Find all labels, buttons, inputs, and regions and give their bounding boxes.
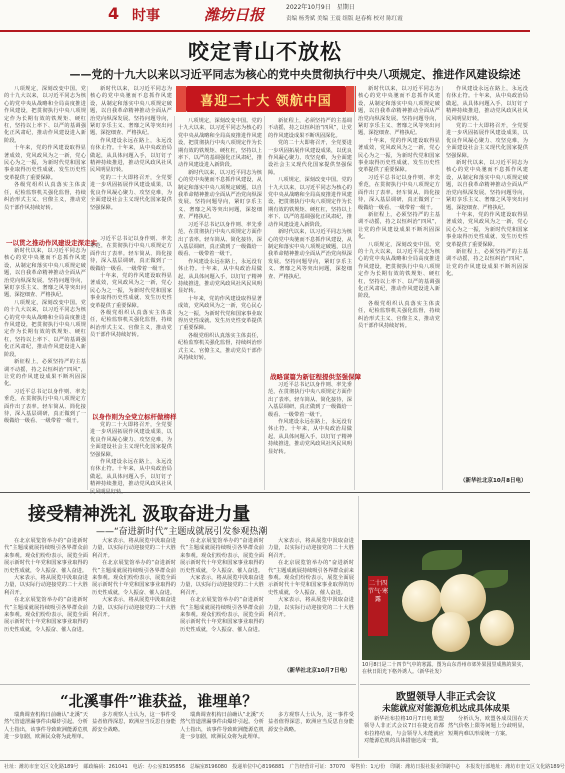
editor-credits: 责编 杨秀斌 美编 王震 组版 赵春梅 校对 陈红霞 <box>286 16 403 22</box>
paragraph: 多方观察人士认为，这一事件受益者值得深思，欧洲应当反思自身能源安全战略。 <box>268 712 354 733</box>
paragraph: 作风建设永远在路上，永远没有休止符。十年来，从中央政治局做起，从具体问题入手，以钉钉子精神持续推进，推动党风政风社风民风明显好转。 <box>268 419 352 455</box>
story2-column-1 <box>4 538 88 678</box>
paragraph: 党的二十大即将召开，全党要进一步巩固拓展作风建设成果，以优良作风凝心聚力、攻坚克难，为全面建设社会主义现代化国家提供坚强保障。 <box>268 140 352 176</box>
paragraph: 多方观察人士认为，这一事件受益者值得深思，欧洲应当反思自身能源安全战略。 <box>92 712 176 733</box>
photo-caption: 10月8日是二十四节气中的寒露。图为山东青州市郊外果园里成熟的果实，在秋日阳光下格外诱人。（新华社发） <box>362 662 527 675</box>
paragraph: 新时代以来，以习近平同志为核心的党中央驰而不息抓作风建设，从制定和落实中央八项规定破题，以自我革命精神推动全面从严治党向纵深发展。坚持问题导向，紧盯享乐主义、奢靡之风等突出问题，深挖细查、严格执纪。 <box>178 169 262 221</box>
top-story-column-3 <box>178 118 262 488</box>
top-story-column-2b <box>90 236 172 410</box>
paragraph: 大家表示，将从展览中汲取奋进力量，以实际行动迎接党的二十大胜利召开。 <box>268 597 354 619</box>
fruit-shape <box>480 610 514 646</box>
paragraph: 各级党组织认真落实主体责任，纪检监察机关强化监督，持续纠治形式主义、官僚主义，推动党员干部作风持续好转。 <box>358 300 440 329</box>
story3-column-3 <box>180 712 264 758</box>
paragraph: 各级党组织认真落实主体责任，纪检监察机关强化监督，持续纠治形式主义、官僚主义，推动党员干部作风持续好转。 <box>4 182 86 211</box>
paragraph: 新时代以来，以习近平同志为核心的党中央驰而不息抓作风建设，从制定和落实中央八项规定破题，以自我革命精神推动全面从严治党向纵深发展。坚持问题导向，紧盯享乐主义、奢靡之风等突出问题，深挖细查、严格执纪。 <box>268 229 352 280</box>
paragraph: 作风建设永远在路上，永远没有休止符。十年来，从中央政治局做起，从具体问题入手，以钉钉子精神持续推进，推动党风政风社风民风明显好转。 <box>90 137 172 174</box>
story3-column-1 <box>4 712 88 758</box>
fruit-shape <box>402 580 442 622</box>
paragraph: 八项规定，深刻改变中国。党的十九大以来，以习近平同志为核心的党中央从战略和全局高度推进作风建设，把贯彻执行中央八项规定作为长期有效的铁规矩、硬杠杠，坚持以上率下、以严的基调强化正风肃纪，推动作风建设进入新阶段。 <box>178 118 262 169</box>
section-rule <box>360 684 530 685</box>
paragraph: 各级党组织认真落实主体责任，纪检监察机关强化监督，持续纠治形式主义、官僚主义，推动党员干部作风持续好转。 <box>178 332 262 361</box>
paragraph: 瑞典调查机构日前确认“北溪”天然气管道泄漏事件由爆炸引起。分析人士指出，该事件导致欧洲能源危机进一步加剧，欧洲民众将为此埋单。 <box>180 712 264 741</box>
paragraph: 八项规定，深刻改变中国。党的十九大以来，以习近平同志为核心的党中央从战略和全局高度推进作风建设，把贯彻执行中央八项规定作为长期有效的铁规矩、硬杠杠，坚持以上率下、以严的基调强化正风肃纪，推动作风建设进入新阶段。 <box>4 299 86 358</box>
leaf-shape <box>422 550 462 570</box>
story4-column-2 <box>448 716 528 758</box>
top-story-byline: （新华社北京10月8日电） <box>460 478 527 484</box>
top-story-column-5 <box>358 86 440 488</box>
paragraph: 十年来，党的作风建设取得显著成效，党风政风为之一新，党心民心为之一振，为新时代党和国家事业取得历史性成就、发生历史性变革提供了重要保障。 <box>4 145 86 181</box>
section-rule <box>0 684 356 685</box>
story2-column-2 <box>92 538 176 678</box>
story3-column-2 <box>92 712 176 758</box>
paragraph: 党的二十大即将召开，全党要进一步巩固拓展作风建设成果，以优良作风凝心聚力、攻坚克难，为全面建设社会主义现代化国家提供坚强保障。 <box>446 123 528 159</box>
paragraph: 新征程上，必须坚持严的主基调不动摇，持之以恒纠治“四风”，让党的作风建设成果不断巩固深化。 <box>268 118 352 139</box>
section-name: 时事 <box>132 8 160 24</box>
paragraph: 新时代以来，以习近平同志为核心的党中央驰而不息抓作风建设，从制定和落实中央八项规定破题，以自我革命精神推动全面从严治党向纵深发展。坚持问题导向，紧盯享乐主义、奢靡之风等突出问题，深挖细查、严格执纪。 <box>4 248 86 299</box>
story4-headline: 欧盟领导人非正式会议 <box>396 692 496 703</box>
section-heading: 一以贯之推动作风建设走深走实 <box>6 239 97 247</box>
page-number: 4 <box>108 4 120 23</box>
paragraph: 新征程上，必须坚持严的主基调不动摇，持之以恒纠治“四风”，让党的作风建设成果不断巩固深化。 <box>4 359 86 388</box>
paragraph: 八项规定，深刻改变中国。党的十九大以来，以习近平同志为核心的党中央从战略和全局高度推进作风建设，把贯彻执行中央八项规定作为长期有效的铁规矩、硬杠杠，坚持以上率下、以严的基调强化正风肃纪，推动作风建设进入新阶段。 <box>268 177 352 228</box>
masthead <box>0 0 530 32</box>
paragraph: 十年来，党的作风建设取得显著成效，党风政风为之一新，党心民心为之一振，为新时代党和国家事业取得历史性成就、发生历史性变革提供了重要保障。 <box>90 273 172 309</box>
fruit-shape <box>432 612 470 652</box>
solar-term-photo <box>362 540 530 660</box>
top-story-column-2 <box>90 86 172 234</box>
paragraph: 十年来，党的作风建设取得显著成效，党风政风为之一新，党心民心为之一振，为新时代党和国家事业取得历史性成就、发生历史性变革提供了重要保障。 <box>178 295 262 332</box>
top-story-column-4 <box>268 118 352 370</box>
solar-term-stamp: 二十四节气·寒露 <box>368 576 388 636</box>
banner-ribbon-left <box>176 86 186 112</box>
paragraph: 瑞典调查机构日前确认“北溪”天然气管道泄漏事件由爆炸引起。分析人士指出，该事件导致欧洲能源危机进一步加剧，欧洲民众将为此埋单。 <box>4 712 88 741</box>
paragraph: 各级党组织认真落实主体责任，纪检监察机关强化监督，持续纠治形式主义、官僚主义，推动党员干部作风持续好转。 <box>90 310 172 339</box>
paragraph: 十年来，党的作风建设取得显著成效，党风政风为之一新，党心民心为之一振，为新时代党和国家事业取得历史性成就、发生历史性变革提供了重要保障。 <box>446 211 528 248</box>
paragraph: 习近平总书记以身作则、率先垂范，在贯彻执行中央八项规定方面作出了表率。轻车简从、简化接待，深入基层调研，真正做到了一级做给一级看、一级带着一级干。 <box>4 388 86 425</box>
story2-headline: 接受精神洗礼 汲取奋进力量 <box>28 504 251 525</box>
paragraph: 在北京展览馆举办的“奋进新时代”主题成就展持续吸引各界群众前来参观。观众们纷纷表示，展览全面展示新时代十年党和国家事业取得的历史性成就，令人振奋、催人奋进。 <box>4 597 88 633</box>
column-divider <box>87 86 88 490</box>
top-story-column-1b <box>4 248 86 488</box>
paragraph: 新征程上，必须坚持严的主基调不动摇，持之以恒纠治“四风”，让党的作风建设成果不断巩固深化。 <box>358 211 440 241</box>
paragraph: 八项规定，深刻改变中国。党的十九大以来，以习近平同志为核心的党中央从战略和全局高度推进作风建设，把贯彻执行中央八项规定作为长期有效的铁规矩、硬杠杠，坚持以上率下、以严的基调强化正风肃纪，推动作风建设进入新阶段。 <box>358 241 440 300</box>
paragraph: 大家表示，将从展览中汲取奋进力量，以实际行动迎接党的二十大胜利召开。 <box>92 597 176 619</box>
paragraph: 习近平总书记以身作则、率先垂范，在贯彻执行中央八项规定方面作出了表率。轻车简从、简化接待，深入基层调研，真正做到了一级做给一级看、一级带着一级干。 <box>358 174 440 211</box>
story2-byline: （新华社北京10月7日电） <box>284 668 351 674</box>
paragraph: 新时代以来，以习近平同志为核心的党中央驰而不息抓作风建设，从制定和落实中央八项规定破题，以自我革命精神推动全面从严治党向纵深发展。坚持问题导向，紧盯享乐主义、奢靡之风等突出问题，深挖细查、严格执纪。 <box>446 160 528 211</box>
paragraph: 八项规定，深刻改变中国。党的十九大以来，以习近平同志为核心的党中央从战略和全局高度推进作风建设，把贯彻执行中央八项规定作为长期有效的铁规矩、硬杠杠，坚持以上率下、以严的基调强化正风肃纪，推动作风建设进入新阶段。 <box>4 86 86 144</box>
section-heading: 以身作则为全党立标杆做榜样 <box>92 413 177 421</box>
paragraph: 习近平总书记以身作则、率先垂范，在贯彻执行中央八项规定方面作出了表率。轻车简从、简化接待，深入基层调研，真正做到了一级做给一级看、一级带着一级干。 <box>90 236 172 272</box>
paragraph: 大家表示，将从展览中汲取奋进力量，以实际行动迎接党的二十大胜利召开。 <box>180 575 264 596</box>
column-divider <box>358 496 359 758</box>
paragraph: 在北京展览馆举办的“奋进新时代”主题成就展持续吸引各界群众前来参观。观众们纷纷表示，展览全面展示新时代十年党和国家事业取得的历史性成就，令人振奋、催人奋进。 <box>180 538 264 574</box>
paragraph: 大家表示，将从展览中汲取奋进力量，以实际行动迎接党的二十大胜利召开。 <box>92 538 176 559</box>
paragraph: 习近平总书记以身作则、率先垂范，在贯彻执行中央八项规定方面作出了表率。轻车简从、简化接待，深入基层调研，真正做到了一级做给一级看、一级带着一级干。 <box>268 382 352 418</box>
paragraph: 在北京展览馆举办的“奋进新时代”主题成就展持续吸引各界群众前来参观。观众们纷纷表示，展览全面展示新时代十年党和国家事业取得的历史性成就，令人振奋、催人奋进。 <box>92 560 176 596</box>
page-footer: 社址：潍坊市奎文区文化路189号 邮政编码：261041 电话：办公室8195856 总编室8196080 投递单位中心8196881 广告经营许可证：37070 零售价：1元/份 印刷：潍坊日报社报业印刷中心 本报发行部地址：潍坊市奎文区文化路189号 <box>0 760 530 773</box>
paragraph: 新华社布拉格10月7日电 欧盟领导人非正式会议7日在捷克首都布拉格结束，与会领导人未能就应对能源危机的具体措施达成一致。 <box>364 716 444 745</box>
paragraph: 党的二十大即将召开，全党要进一步巩固拓展作风建设成果，以优良作风凝心聚力、攻坚克难，为全面建设社会主义现代化国家提供坚强保障。 <box>90 174 172 211</box>
paragraph: 作风建设永远在路上，永远没有休止符。十年来，从中央政治局做起，从具体问题入手，以钉钉子精神持续推进，推动党风政风社风 <box>90 459 172 488</box>
story4-column-1 <box>364 716 444 758</box>
column-divider <box>264 116 265 490</box>
banner-text: 喜迎二十大 领航中国 <box>200 93 332 109</box>
paragraph: 十年来，党的作风建设取得显著成效，党风政风为之一新，党心民心为之一振，为新时代党和国家事业取得历史性成就、发生历史性变革提供了重要保障。 <box>358 137 440 174</box>
newspaper-logo: 潍坊日报 <box>204 6 265 24</box>
column-divider <box>442 86 443 490</box>
story2-column-4 <box>268 538 354 664</box>
story2-column-3 <box>180 538 264 678</box>
paragraph: 分析认为，欧盟各成员国在天然气价格上限等问题上分歧明显，短期内难以形成统一方案。 <box>448 716 528 737</box>
top-story-column-6 <box>446 86 528 472</box>
top-story-column-1 <box>4 86 86 234</box>
story3-headline: “北溪事件”谁获益，谁埋单？ <box>60 692 258 710</box>
paragraph: 作风建设永远在路上，永远没有休止符。十年来，从中央政治局做起，从具体问题入手，以钉钉子精神持续推进，推动党风政风社风民风明显好转。 <box>446 86 528 122</box>
issue-date: 2022年10月9日 星期日 <box>286 4 355 11</box>
paragraph: 在北京展览馆举办的“奋进新时代”主题成就展持续吸引各界群众前来参观。观众们纷纷表示，展览全面展示新时代十年党和国家事业取得的历史性成就，令人振奋、催人奋进。 <box>268 560 354 596</box>
paragraph: 习近平总书记以身作则、率先垂范，在贯彻执行中央八项规定方面作出了表率。轻车简从、简化接待，深入基层调研，真正做到了一级做给一级看、一级带着一级干。 <box>178 221 262 258</box>
story3-column-4 <box>268 712 354 758</box>
column-divider <box>174 116 175 490</box>
top-story-subtitle: ——党的十九大以来以习近平同志为核心的党中央贯彻执行中央八项规定、推进作风建设综述 <box>69 68 521 81</box>
story2-subtitle: ——“奋进新时代”主题成就展引发参观热潮 <box>96 527 268 537</box>
paragraph: 在北京展览馆举办的“奋进新时代”主题成就展持续吸引各界群众前来参观。观众们纷纷表示，展览全面展示新时代十年党和国家事业取得的历史性成就，令人振奋、催人奋进。 <box>180 597 264 633</box>
paragraph: 新征程上，必须坚持严的主基调不动摇，持之以恒纠治“四风”，让党的作风建设成果不断巩固深化。 <box>446 248 528 278</box>
top-story-column-2c <box>90 422 172 488</box>
top-story-headline: 咬定青山不放松 <box>188 39 342 64</box>
paragraph: 大家表示，将从展览中汲取奋进力量，以实际行动迎接党的二十大胜利召开。 <box>4 575 88 596</box>
story4-subtitle: 未能就应对能源危机达成具体成果 <box>382 704 510 714</box>
paragraph: 党的二十大即将召开，全党要进一步巩固拓展作风建设成果，以优良作风凝心聚力、攻坚克难，为全面建设社会主义现代化国家提供坚强保障。 <box>90 422 172 458</box>
paragraph: 新时代以来，以习近平同志为核心的党中央驰而不息抓作风建设，从制定和落实中央八项规定破题，以自我革命精神推动全面从严治党向纵深发展。坚持问题导向，紧盯享乐主义、奢靡之风等突出问题，深挖细查、严格执纪。 <box>90 86 172 137</box>
section-rule <box>0 492 530 493</box>
paragraph: 新时代以来，以习近平同志为核心的党中央驰而不息抓作风建设，从制定和落实中央八项规定破题，以自我革命精神推动全面从严治党向纵深发展。坚持问题导向，紧盯享乐主义、奢靡之风等突出问题，深挖细查、严格执纪。 <box>358 86 440 137</box>
column-divider <box>354 86 355 490</box>
section-heading: 战略谋篇为新征程提供坚强保障 <box>270 373 361 381</box>
paragraph: 在北京展览馆举办的“奋进新时代”主题成就展持续吸引各界群众前来参观。观众们纷纷表示，展览全面展示新时代十年党和国家事业取得的历史性成就，令人振奋、催人奋进。 <box>4 538 88 574</box>
top-story-column-4b <box>268 382 352 488</box>
paragraph: 作风建设永远在路上，永远没有休止符。十年来，从中央政治局做起，从具体问题入手，以钉钉子精神持续推进，推动党风政风社风民风明显好转。 <box>178 258 262 295</box>
congress-banner <box>186 86 346 112</box>
paragraph: 大家表示，将从展览中汲取奋进力量，以实际行动迎接党的二十大胜利召开。 <box>268 538 354 559</box>
